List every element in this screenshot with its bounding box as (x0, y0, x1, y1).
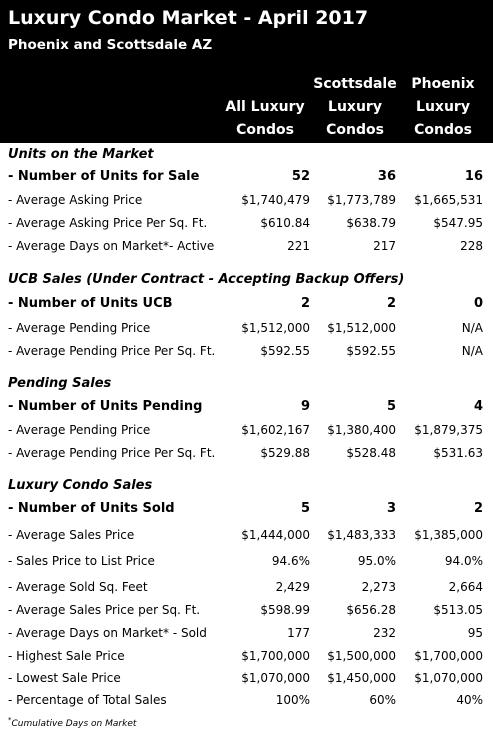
value-phoenix: N/A (461, 321, 483, 335)
value-phoenix: $1,700,000 (414, 649, 483, 663)
section-title-units-on-market: Units on the Market (8, 147, 154, 162)
footnote (8, 716, 136, 729)
column-header-line: All Luxury (225, 99, 305, 115)
row-label: - Number of Units for Sale (8, 169, 200, 184)
table-row (0, 294, 493, 314)
table-row (0, 690, 493, 710)
column-header-line: Phoenix (411, 76, 475, 92)
value-phoenix: 94.0% (444, 554, 483, 568)
row-label: - Average Asking Price (8, 193, 143, 207)
table-row (0, 190, 493, 210)
value-all-luxury: $529.88 (260, 446, 310, 460)
row-label: - Average Sales Price (8, 528, 135, 542)
value-all-luxury: 100% (275, 693, 310, 707)
value-phoenix: 4 (473, 399, 483, 414)
value-scottsdale: 95.0% (357, 554, 396, 568)
column-header-line: Condos (236, 122, 294, 138)
table-row (0, 167, 493, 187)
value-scottsdale: $638.79 (346, 216, 396, 230)
value-phoenix: $547.95 (433, 216, 483, 230)
value-scottsdale: 5 (386, 399, 396, 414)
value-scottsdale: $1,380,400 (327, 423, 396, 437)
row-label: - Average Pending Price (8, 321, 151, 335)
table-row (0, 397, 493, 417)
value-phoenix: 40% (456, 693, 483, 707)
table-row (0, 236, 493, 256)
row-label: - Sales Price to List Price (8, 554, 155, 568)
column-header-line: Luxury (328, 99, 382, 115)
value-all-luxury: 5 (300, 501, 310, 516)
value-phoenix: $513.05 (433, 603, 483, 617)
table-row (0, 551, 493, 571)
value-all-luxury: $1,602,167 (241, 423, 310, 437)
row-label: - Average Asking Price Per Sq. Ft. (8, 216, 208, 230)
value-scottsdale: $1,500,000 (327, 649, 396, 663)
value-phoenix: 228 (460, 239, 483, 253)
table-row (0, 668, 493, 688)
table-row (0, 318, 493, 338)
column-header-line: Luxury (416, 99, 470, 115)
column-header-phoenix (402, 73, 484, 142)
value-all-luxury: $1,070,000 (241, 671, 310, 685)
row-label: - Lowest Sale Price (8, 671, 121, 685)
section-title-ucb-sales: UCB Sales (Under Contract - Accepting Backup Offers) (8, 272, 405, 287)
value-all-luxury: $1,444,000 (241, 528, 310, 542)
value-scottsdale: $1,773,789 (327, 193, 396, 207)
column-header-line: Condos (326, 122, 384, 138)
column-header-line: Condos (414, 122, 472, 138)
value-phoenix: 95 (467, 626, 483, 640)
value-phoenix: 2 (473, 501, 483, 516)
table-row (0, 525, 493, 545)
value-all-luxury: 177 (287, 626, 310, 640)
value-phoenix: $531.63 (433, 446, 483, 460)
value-phoenix: $1,879,375 (414, 423, 483, 437)
value-scottsdale: $1,483,333 (327, 528, 396, 542)
value-phoenix: 2,664 (448, 580, 483, 594)
row-label: - Number of Units UCB (8, 296, 173, 311)
value-phoenix: $1,385,000 (414, 528, 483, 542)
report-subtitle: Phoenix and Scottsdale AZ (8, 37, 213, 53)
value-scottsdale: 217 (373, 239, 396, 253)
value-phoenix: 16 (464, 169, 483, 184)
value-all-luxury: $598.99 (260, 603, 310, 617)
report-header (0, 0, 493, 143)
section-title-condo-sales: Luxury Condo Sales (8, 478, 153, 493)
table-row (0, 577, 493, 597)
value-all-luxury: $610.84 (260, 216, 310, 230)
value-scottsdale: 60% (369, 693, 396, 707)
table-row (0, 646, 493, 666)
table-row (0, 623, 493, 643)
row-label: - Average Days on Market*- Active (8, 239, 215, 253)
value-all-luxury: 94.6% (271, 554, 310, 568)
table-row (0, 341, 493, 361)
value-phoenix: $1,070,000 (414, 671, 483, 685)
value-scottsdale: $1,450,000 (327, 671, 396, 685)
footnote-marker: * (8, 716, 12, 724)
value-all-luxury: 2,429 (275, 580, 310, 594)
value-all-luxury: $1,700,000 (241, 649, 310, 663)
value-scottsdale: $592.55 (346, 344, 396, 358)
value-phoenix: N/A (461, 344, 483, 358)
value-all-luxury: 221 (287, 239, 310, 253)
value-scottsdale: 232 (373, 626, 396, 640)
table-row (0, 443, 493, 463)
value-scottsdale: 36 (377, 169, 396, 184)
column-header-scottsdale (312, 73, 398, 142)
table-row (0, 420, 493, 440)
column-header-all-luxury (221, 96, 309, 142)
value-all-luxury: $592.55 (260, 344, 310, 358)
row-label: - Average Sales Price per Sq. Ft. (8, 603, 201, 617)
column-header-line: Scottsdale (313, 76, 397, 92)
value-scottsdale: $1,512,000 (327, 321, 396, 335)
row-label: - Average Sold Sq. Feet (8, 580, 148, 594)
value-scottsdale: 2 (386, 296, 396, 311)
row-label: - Number of Units Pending (8, 399, 203, 414)
value-phoenix: $1,665,531 (414, 193, 483, 207)
value-all-luxury: $1,512,000 (241, 321, 310, 335)
value-scottsdale: 2,273 (361, 580, 396, 594)
table-row (0, 600, 493, 620)
value-all-luxury: 2 (300, 296, 310, 311)
value-scottsdale: 3 (386, 501, 396, 516)
row-label: - Average Pending Price Per Sq. Ft. (8, 446, 216, 460)
table-row (0, 213, 493, 233)
row-label: - Number of Units Sold (8, 501, 175, 516)
report-title: Luxury Condo Market - April 2017 (8, 7, 369, 29)
row-label: - Average Pending Price (8, 423, 151, 437)
value-scottsdale: $656.28 (346, 603, 396, 617)
row-label: - Average Days on Market* - Sold (8, 626, 207, 640)
row-label: - Average Pending Price Per Sq. Ft. (8, 344, 216, 358)
footnote-text: Cumulative Days on Market (11, 719, 137, 729)
value-scottsdale: $528.48 (346, 446, 396, 460)
value-phoenix: 0 (473, 296, 483, 311)
value-all-luxury: $1,740,479 (241, 193, 310, 207)
row-label: - Highest Sale Price (8, 649, 125, 663)
value-all-luxury: 52 (291, 169, 310, 184)
value-all-luxury: 9 (300, 399, 310, 414)
section-title-pending-sales: Pending Sales (8, 376, 112, 391)
table-row (0, 499, 493, 519)
row-label: - Percentage of Total Sales (8, 693, 167, 707)
